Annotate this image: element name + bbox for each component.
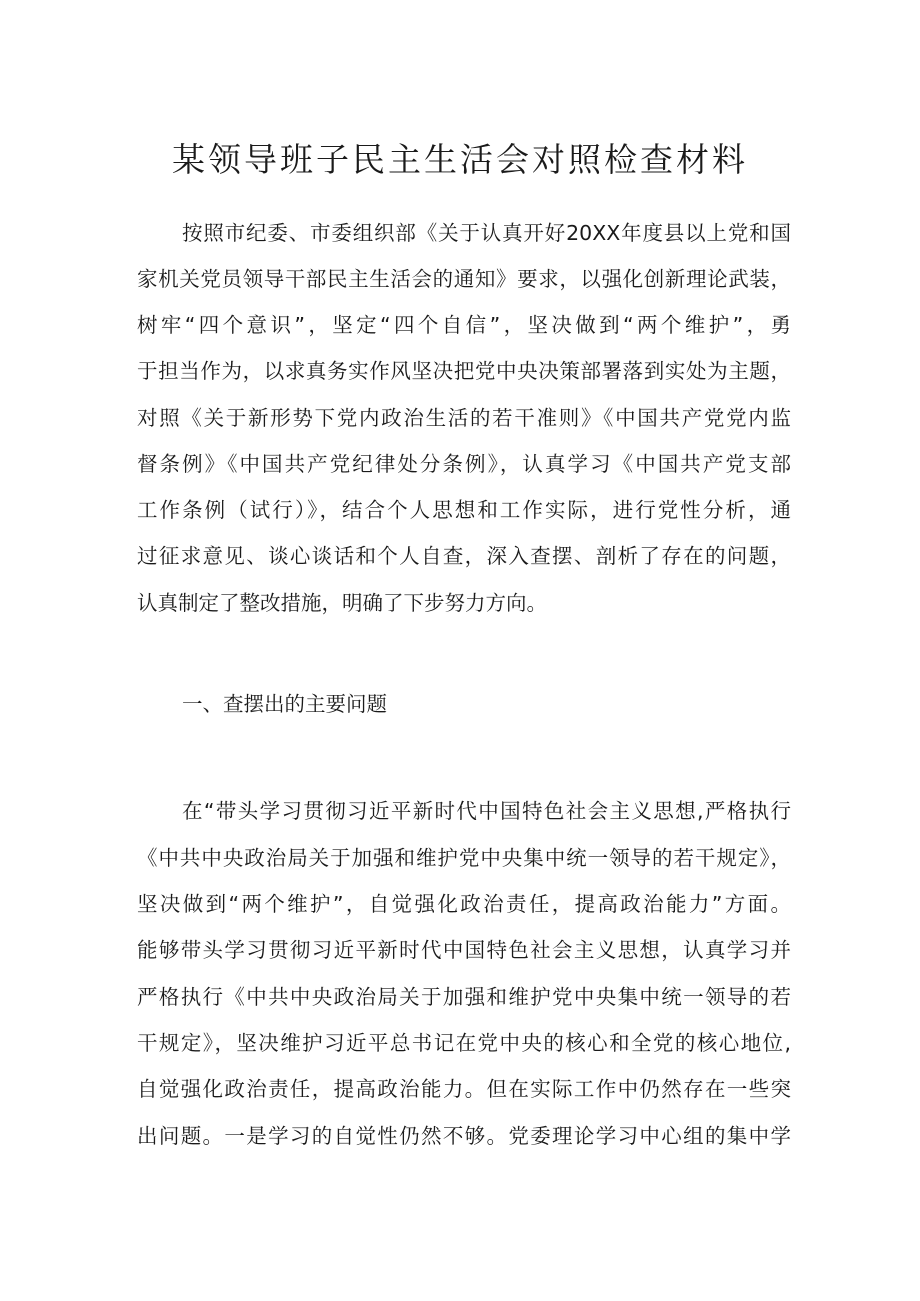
- text-line: 督条例》《中国共产党纪律处分条例》，认真学习《中国共产党支部: [137, 452, 791, 476]
- text-line: 过征求意见、谈心谈话和个人自查，深入查摆、剖析了存在的问题，: [137, 544, 791, 568]
- section-heading: 一、查摆出的主要问题: [182, 692, 387, 716]
- text-line: 能够带头学习贯彻习近平新时代中国特色社会主义思想，认真学习并: [137, 938, 791, 962]
- text-line: 坚决做到“两个维护”，自觉强化政治责任，提高政治能力”方面。: [137, 892, 791, 916]
- text-line: 按照市纪委、市委组织部《关于认真开好20XX年度县以上党和国: [182, 221, 791, 245]
- text-line: 树牢“四个意识”，坚定“四个自信”，坚决做到“两个维护”，勇: [137, 313, 791, 337]
- text-line: 出问题。一是学习的自觉性仍然不够。党委理论学习中心组的集中学: [137, 1124, 791, 1148]
- text-line: 家机关党员领导干部民主生活会的通知》要求，以强化创新理论武装，: [137, 267, 791, 291]
- text-line: 认真制定了整改措施，明确了下步努力方向。: [137, 591, 547, 615]
- text-line: 在“带头学习贯彻习近平新时代中国特色社会主义思想,严格执行: [182, 799, 791, 823]
- text-line: 严格执行《中共中央政治局关于加强和维护党中央集中统一领导的若: [137, 985, 791, 1009]
- text-line: 于担当作为，以求真务实作风坚决把党中央决策部署落到实处为主题，: [137, 359, 791, 383]
- text-line: 干规定》，坚决维护习近平总书记在党中央的核心和全党的核心地位,: [137, 1031, 791, 1055]
- text-line: 对照《关于新形势下党内政治生活的若干准则》《中国共产党党内监: [137, 406, 791, 430]
- page-title: 某领导班子民主生活会对照检查材料: [172, 140, 748, 179]
- text-line: 《中共中央政治局关于加强和维护党中央集中统一领导的若干规定》，: [137, 846, 791, 870]
- text-line: 工作条例（试行）》，结合个人思想和工作实际，进行党性分析，通: [137, 498, 791, 522]
- text-line: 自觉强化政治责任，提高政治能力。但在实际工作中仍然存在一些突: [137, 1077, 791, 1101]
